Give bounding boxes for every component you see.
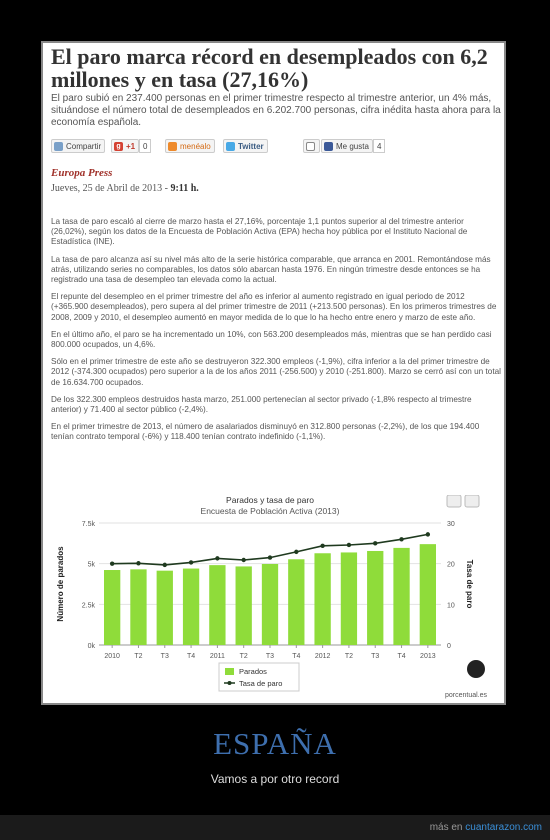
share-button[interactable]: Compartir: [51, 139, 105, 153]
right-tick-label: 10: [447, 602, 455, 610]
rate-point: [215, 556, 219, 560]
bar: [236, 566, 252, 645]
paragraph: En el último año, el paro se ha incrementado un 10%, con 563.200 desempleados más, mientras que se han perdido casi 800.000 ocupados, un 4,6%.: [51, 329, 492, 350]
x-tick-label: T4: [186, 653, 196, 660]
x-tick-label: 2011: [209, 653, 225, 660]
right-tick-label: 20: [447, 561, 455, 569]
article-date: Jueves, 25 de Abril de 2013 - 9:11 h.: [51, 183, 199, 194]
paragraph: La tasa de paro alcanza así su nivel más alto de la serie histórica comparable, que arranca en 2001. Remontándose más atrás, utilizando series no comparables, los datos sólo abarcan hasta 1976. En ningún trimestre desde entonces se ha registrado una tasa de desempleo tan elevada como la actual.: [51, 254, 491, 285]
left-tick-label: 2.5k: [81, 602, 95, 610]
left-tick-label: 0k: [87, 643, 95, 650]
x-tick-label: 2010: [104, 653, 120, 660]
rate-point: [189, 560, 193, 564]
paragraph: La tasa de paro escaló al cierre de marzo hasta el 27,16%, porcentaje 1,1 puntos superior al del trimestre anterior (26,02%), según los datos de la Encuesta de Población Activa (EPA) hecha hoy pública por el Instituto Nacional de Estadística (INE).: [51, 217, 468, 247]
chart-credit: porcentual.es: [444, 692, 488, 699]
legend-swatch-point: [228, 681, 232, 685]
bar: [420, 544, 436, 645]
reload-icon: [467, 660, 485, 678]
x-tick-label: T2: [134, 653, 143, 660]
rate-point: [241, 558, 245, 562]
right-tick-label: 30: [447, 521, 455, 528]
facebook-like-count: 4: [373, 139, 385, 153]
legend-label: Tasa de paro: [239, 679, 283, 688]
twitter-button[interactable]: Twitter: [223, 139, 268, 153]
google-plus-icon: g: [114, 142, 123, 151]
caption-subtitle: Vamos a por otro record: [210, 772, 340, 786]
meneame-icon: [168, 142, 177, 151]
twitter-bird-icon: [226, 142, 235, 151]
x-tick-label: T3: [371, 653, 380, 660]
site-link[interactable]: cuantarazon.com: [465, 822, 542, 833]
bar: [183, 569, 199, 645]
paragraph: Sólo en el primer trimestre de este año se destruyeron 322.300 empleos (-1,9%), cifra inferior a la del primer trimestre de 2012 (-374.300 ocupados) pero superior a la de los años 2011 (-256.500) y 2010 (-251.800). Marzo se cerró así con un total de 16.634.700 ocupados.: [51, 357, 501, 387]
footer-credit: más en cuantarazon.com: [429, 822, 542, 833]
rate-point: [268, 555, 272, 559]
site-footer: [0, 815, 550, 840]
print-icon: [447, 495, 461, 507]
paragraph: De los 322.300 empleos destruidos hasta marzo, 251.000 pertenecían al sector privado (-1,8% respecto al trimestre anterior) y 71.400 al sector público (-2,4%).: [51, 394, 472, 415]
article-subhead: El paro subió en 237.400 personas en el primer trimestre respecto al trimestre anterior, un 4% más, situándose el número total de desempleados en 6.202.700 personas, cifra inédita hasta ahora para la economía española.: [51, 93, 501, 128]
bar: [367, 551, 383, 645]
chart-title: Parados y tasa de paro: [226, 495, 314, 505]
rate-point: [163, 563, 167, 567]
x-tick-label: 2013: [420, 653, 436, 660]
rate-point: [426, 532, 430, 536]
right-tick-label: 0: [447, 643, 451, 650]
comment-icon: [306, 142, 315, 151]
download-icon: [465, 495, 479, 507]
google-plus-button[interactable]: g +1: [111, 139, 139, 153]
article-source: Europa Press: [51, 167, 113, 179]
paragraph: El repunte del desempleo en el primer trimestre del año es inferior al aumento registrado en igual periodo de 2012 (+365.900 desempleados), pero supera al del primer trimestre de 2011 (+213.500 personas). En los primeros trimestres de 2008, 2009 y 2010, el desempleo aumentó en mayor medida de lo que lo ha hecho entre enero y marzo de este año.: [51, 292, 497, 322]
left-tick-label: 5k: [87, 561, 95, 569]
rate-point: [373, 541, 377, 545]
rate-point: [136, 561, 140, 565]
facebook-like-button[interactable]: Me gusta: [321, 139, 373, 153]
bar: [393, 548, 409, 645]
bar: [288, 559, 304, 645]
article-frame: [41, 41, 506, 705]
x-tick-label: 2012: [314, 653, 331, 660]
bar: [314, 553, 330, 645]
x-tick-label: T3: [265, 653, 275, 660]
x-tick-label: T4: [292, 653, 301, 660]
article-headline: El paro marca récord en desempleados con 6,2 millones y en tasa (27,16%): [51, 44, 488, 92]
rate-point: [399, 537, 403, 541]
paragraph: En el primer trimestre de 2013, el número de asalariados disminuyó en 312.800 personas (-2,2%), de los que 194.400 tenían contrato temporal (-6%) y 118.400 tenían contrato indefinido (-1,1%).: [51, 422, 480, 442]
unemployment-chart: [51, 495, 501, 703]
bar: [157, 571, 173, 645]
x-tick-label: T2: [344, 653, 354, 660]
legend-swatch-bar: [225, 668, 234, 675]
google-plus-count: 0: [139, 139, 151, 153]
chart-container: [51, 495, 501, 703]
left-tick-label: 7.5k: [81, 521, 95, 528]
meneame-button[interactable]: menéalo: [165, 139, 215, 153]
rate-point: [294, 550, 298, 554]
facebook-icon: [324, 142, 333, 151]
share-bar: [51, 139, 501, 153]
x-tick-label: T3: [160, 653, 169, 660]
right-axis-title: Tasa de paro: [465, 559, 474, 609]
share-icon: [54, 142, 63, 151]
x-tick-label: T4: [397, 653, 406, 660]
rate-point: [347, 543, 351, 547]
bar: [209, 565, 225, 645]
legend-label: Parados: [239, 667, 267, 676]
rate-point: [110, 561, 114, 565]
caption-title: ESPAÑA: [213, 726, 337, 761]
comment-button[interactable]: [303, 139, 320, 153]
bar: [262, 564, 278, 645]
x-tick-label: T2: [239, 653, 248, 660]
rate-point: [320, 544, 324, 548]
bar: [341, 552, 357, 645]
bar: [104, 570, 120, 645]
article-body: [51, 217, 501, 450]
left-axis-title: Número de parados: [56, 546, 65, 622]
bar: [130, 569, 146, 645]
chart-subtitle: Encuesta de Población Activa (2013): [200, 506, 340, 516]
article-time: 9:11 h.: [170, 183, 199, 194]
